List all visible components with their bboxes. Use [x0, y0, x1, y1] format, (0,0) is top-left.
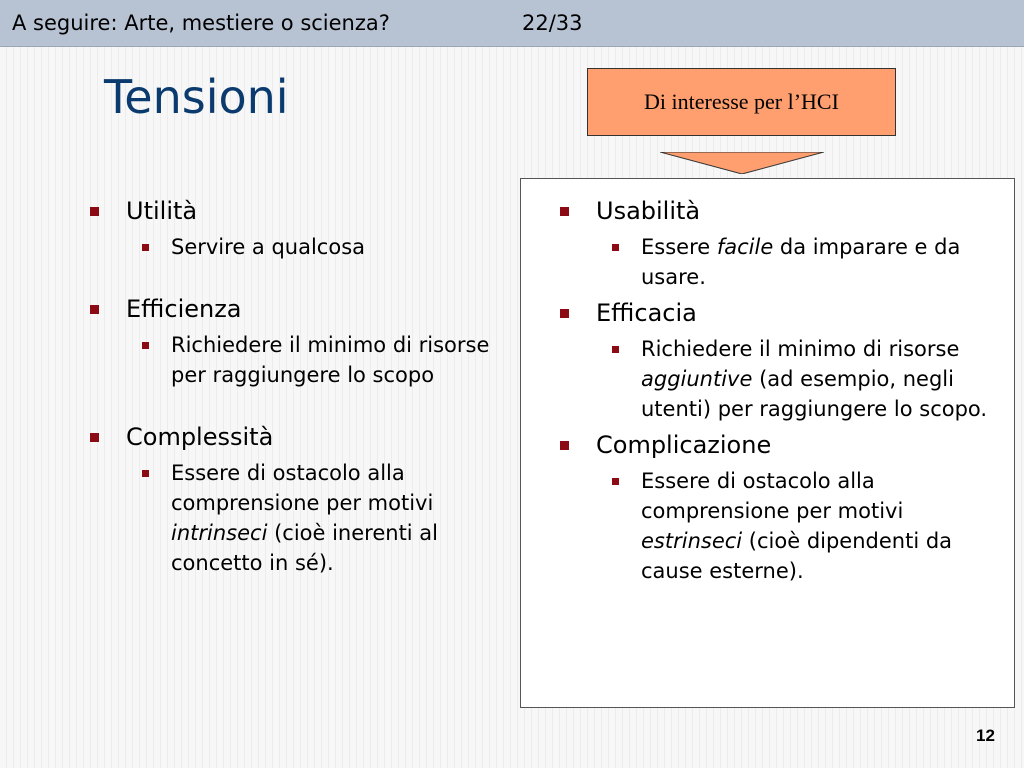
list-item — [556, 298, 996, 424]
heading-text: Complicazione — [596, 431, 772, 459]
right-column — [556, 196, 996, 586]
sub-bullet — [131, 458, 516, 578]
left-column — [86, 196, 516, 578]
square-bullet-icon — [560, 207, 569, 216]
list-item — [556, 196, 996, 292]
sub-bullet-text-post: da imparare e da usare. — [641, 235, 961, 289]
small-square-bullet-icon — [612, 478, 619, 485]
bullet-heading — [556, 298, 996, 328]
bullet-heading — [556, 430, 996, 460]
presentation-header-bar — [0, 0, 1024, 47]
sub-bullet-text-pre: Essere di ostacolo alla comprensione per motivi — [171, 461, 434, 515]
slide-title: Tensioni — [104, 70, 289, 124]
heading-text: Usabilità — [596, 197, 701, 225]
list-item — [86, 196, 516, 262]
sub-bullet — [601, 334, 996, 424]
square-bullet-icon — [90, 433, 99, 442]
sub-bullet-text: Servire a qualcosa — [171, 235, 366, 259]
bullet-heading — [556, 196, 996, 226]
sub-bullet-text-pre: Essere — [641, 235, 717, 259]
sub-bullet-text-post: (cioè inerenti al concetto in sé). — [171, 521, 439, 575]
sub-bullet-text-post: (cioè dipendenti da cause esterne). — [641, 529, 953, 583]
list-item — [86, 294, 516, 390]
small-square-bullet-icon — [612, 244, 619, 251]
sub-bullet-text-pre: Essere di ostacolo alla comprensione per motivi — [641, 469, 904, 523]
square-bullet-icon — [560, 441, 569, 450]
sub-bullet — [601, 466, 996, 586]
sub-bullet-text: Richiedere il minimo di risorse per raggiungere lo scopo — [171, 333, 490, 387]
page-number: 12 — [976, 726, 995, 745]
sub-bullet-text-pre: Richiedere il minimo di risorse — [641, 337, 960, 361]
presentation-title: A seguire: Arte, mestiere o scienza? — [12, 11, 390, 35]
sub-bullet — [601, 232, 996, 292]
square-bullet-icon — [90, 305, 99, 314]
list-item — [86, 422, 516, 578]
heading-text: Utilità — [126, 197, 198, 225]
sub-bullet-emphasis: intrinseci — [171, 521, 268, 545]
heading-text: Complessità — [126, 423, 274, 451]
small-square-bullet-icon — [612, 346, 619, 353]
bullet-heading — [86, 196, 516, 226]
callout-text: Di interesse per l’HCI — [644, 89, 839, 114]
sub-bullet-text-post: (ad esempio, negli utenti) per raggiungere lo scopo. — [641, 367, 988, 421]
small-square-bullet-icon — [142, 342, 149, 349]
heading-text: Efficacia — [596, 299, 697, 327]
sub-bullet — [131, 330, 516, 390]
list-item — [556, 430, 996, 586]
down-arrow-icon — [660, 152, 824, 174]
sub-bullet — [131, 232, 516, 262]
square-bullet-icon — [560, 309, 569, 318]
bullet-heading — [86, 422, 516, 452]
heading-text: Efficienza — [126, 295, 242, 323]
sub-bullet-emphasis: estrinseci — [641, 529, 743, 553]
square-bullet-icon — [90, 207, 99, 216]
slide-counter: 22/33 — [522, 11, 583, 35]
callout-box — [587, 68, 896, 136]
small-square-bullet-icon — [142, 470, 149, 477]
sub-bullet-emphasis: aggiuntive — [641, 367, 753, 391]
sub-bullet-emphasis: facile — [716, 235, 774, 259]
bullet-heading — [86, 294, 516, 324]
small-square-bullet-icon — [142, 244, 149, 251]
